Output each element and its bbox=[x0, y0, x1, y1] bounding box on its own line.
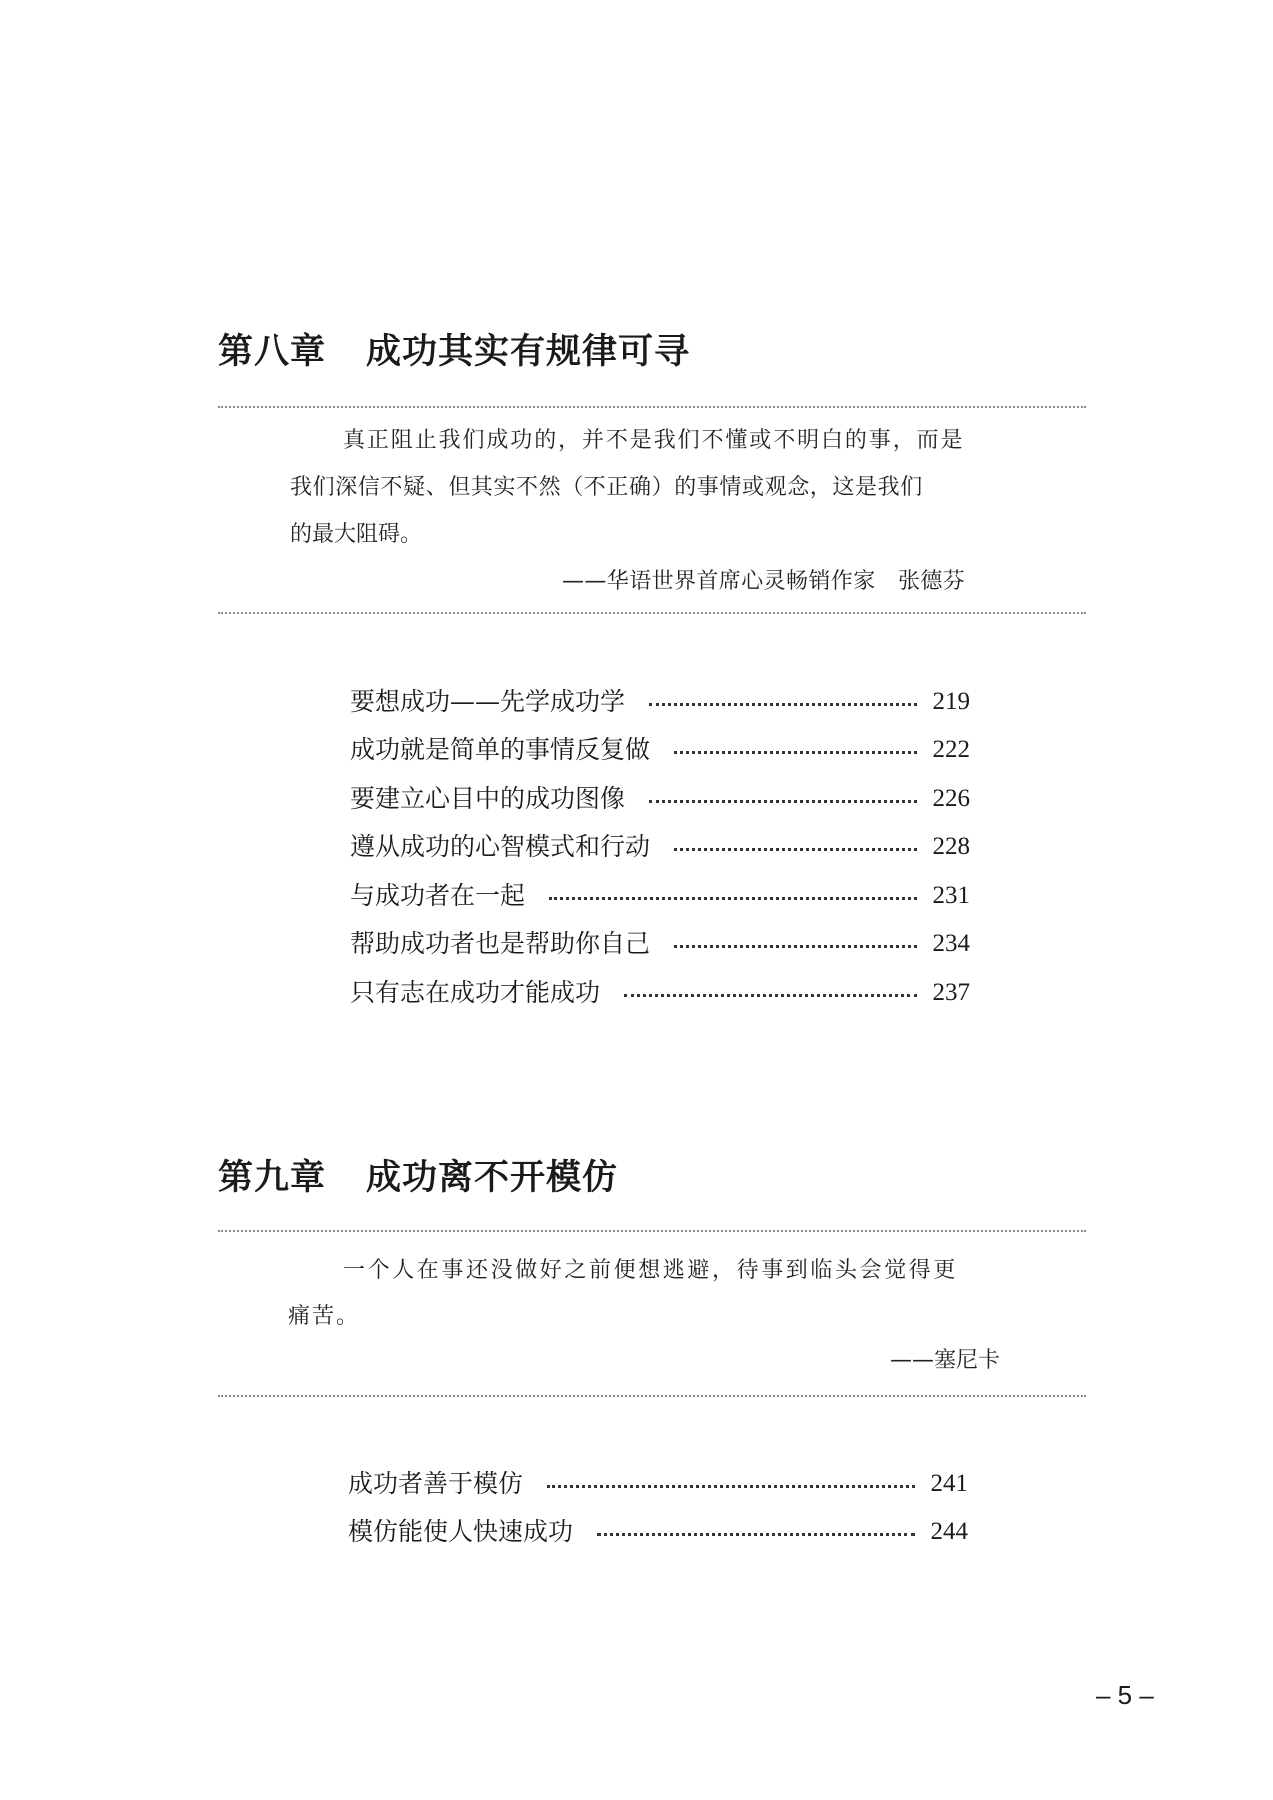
toc-entry-title: 帮助成功者也是帮助你自己 bbox=[350, 929, 651, 958]
toc-leader-dots bbox=[547, 1485, 914, 1488]
chapter-9-title: 成功离不开模仿 bbox=[366, 1157, 619, 1198]
chapter-8-number: 第八章 bbox=[218, 331, 327, 372]
toc-entry[interactable] bbox=[350, 908, 970, 957]
toc-leader-dots bbox=[624, 994, 916, 997]
toc-entry-title: 只有志在成功才能成功 bbox=[350, 977, 601, 1007]
toc-entry-title: 要想成功——先学成功学 bbox=[350, 686, 626, 716]
chapter-9-heading bbox=[218, 1157, 619, 1198]
chapter-8-quote-line-1: 真正阻止我们成功的，并不是我们不懂或不明白的事，而是 bbox=[343, 428, 965, 453]
toc-entry-title: 与成功者在一起 bbox=[350, 880, 526, 910]
toc-entry-page: 219 bbox=[932, 687, 970, 715]
toc-entry[interactable] bbox=[348, 1496, 968, 1545]
chapter-8-quote-line-2: 我们深信不疑、但其实不然（不正确）的事情或观念，这是我们 bbox=[290, 475, 923, 500]
chapter-9-number: 第九章 bbox=[218, 1157, 327, 1198]
toc-entry-page: 231 bbox=[932, 881, 970, 909]
chapter-9-quote-attribution: ——塞尼卡 bbox=[890, 1348, 1001, 1373]
toc-leader-dots bbox=[674, 751, 916, 754]
chapter-8-title: 成功其实有规律可寻 bbox=[366, 331, 691, 372]
toc-leader-dots bbox=[649, 800, 916, 803]
toc-entry-page: 244 bbox=[930, 1518, 968, 1545]
toc-leader-dots bbox=[597, 1533, 914, 1536]
toc-entry[interactable] bbox=[350, 811, 970, 860]
toc-leader-dots bbox=[649, 703, 916, 706]
toc-entry-page: 241 bbox=[930, 1469, 968, 1497]
chapter-8-quote-attribution: ——华语世界首席心灵畅销作家 张德芬 bbox=[562, 569, 966, 594]
toc-entry-title: 模仿能使人快速成功 bbox=[348, 1517, 574, 1546]
chapter-9-quote-line-2: 痛苦。 bbox=[288, 1304, 361, 1329]
toc-entry-page: 222 bbox=[932, 736, 970, 763]
chapter-8-quote-top-divider bbox=[218, 406, 1086, 408]
toc-entry[interactable] bbox=[350, 665, 970, 714]
toc-leader-dots bbox=[674, 945, 916, 948]
chapter-9-quote-bottom-divider bbox=[218, 1395, 1086, 1397]
toc-leader-dots bbox=[549, 897, 916, 900]
toc-entry[interactable] bbox=[350, 859, 970, 908]
toc-entry-title: 成功者善于模仿 bbox=[348, 1468, 524, 1498]
toc-entry-title: 遵从成功的心智模式和行动 bbox=[350, 832, 651, 861]
toc-entry[interactable] bbox=[350, 956, 970, 1005]
chapter-9-quote-line-1: 一个人在事还没做好之前便想逃避，待事到临头会觉得更 bbox=[343, 1258, 959, 1283]
chapter-8-heading bbox=[218, 331, 691, 372]
toc-entry-page: 228 bbox=[932, 833, 970, 860]
toc-entry-title: 成功就是简单的事情反复做 bbox=[350, 735, 651, 764]
toc-entry-page: 237 bbox=[932, 978, 970, 1006]
chapter-8-quote-bottom-divider bbox=[218, 612, 1086, 614]
toc-leader-dots bbox=[674, 848, 916, 851]
page-number: – 5 – bbox=[1096, 1680, 1154, 1710]
toc-entry[interactable] bbox=[350, 762, 970, 811]
toc-entry-title: 要建立心目中的成功图像 bbox=[350, 783, 626, 813]
toc-entry[interactable] bbox=[350, 714, 970, 763]
chapter-8-toc bbox=[350, 665, 970, 1005]
chapter-9-toc bbox=[348, 1447, 968, 1544]
toc-entry-page: 226 bbox=[932, 784, 970, 812]
chapter-9-quote-top-divider bbox=[218, 1230, 1086, 1232]
chapter-8-quote-line-3: 的最大阻碍。 bbox=[290, 522, 423, 547]
toc-entry[interactable] bbox=[348, 1447, 968, 1496]
toc-entry-page: 234 bbox=[932, 930, 970, 957]
